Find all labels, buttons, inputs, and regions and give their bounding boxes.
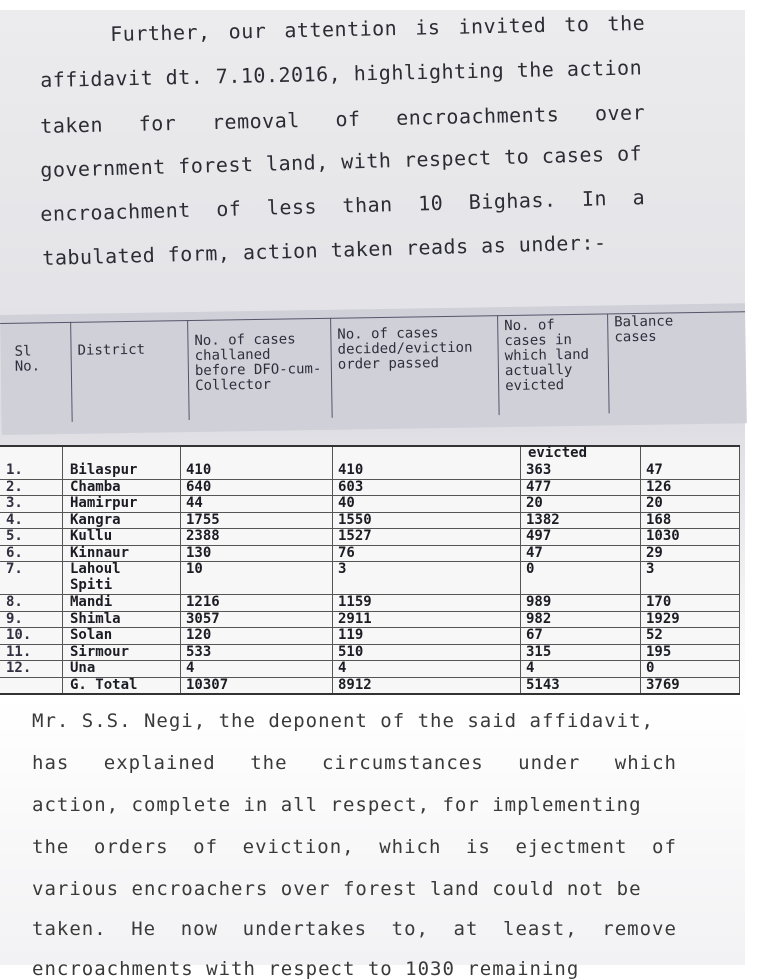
table-cell-evicted: 989: [526, 594, 552, 610]
bottom-paragraph-word: which: [614, 752, 677, 774]
header-sl: Sl No.: [14, 343, 41, 375]
table-cell-district: Sirmour: [70, 643, 130, 660]
table-row: [0, 479, 740, 497]
table-cell-balance: 20: [646, 495, 663, 511]
bottom-paragraph-word: the: [32, 836, 70, 858]
bottom-paragraph-word: explained: [103, 752, 216, 774]
total-cell-balance: 3769: [646, 676, 680, 693]
table-cell-decided: 119: [338, 627, 364, 643]
table-cell-challaned: 2388: [186, 528, 220, 544]
top-paragraph-line: [40, 141, 642, 182]
table-cell-balance: 47: [646, 462, 663, 478]
table-cell-sl: 9.: [6, 610, 23, 627]
table-cell-sl: 12.: [6, 660, 32, 676]
top-paragraph-word: over: [594, 100, 646, 126]
table-row: [0, 528, 740, 546]
top-paragraph-word: removal: [211, 108, 301, 135]
total-cell-decided: 8912: [338, 676, 372, 693]
top-paragraph-word: encroachment: [40, 197, 192, 226]
bottom-paragraph-word: taken.: [32, 918, 107, 940]
table-header: [0, 303, 747, 435]
bottom-paragraph-word: orders: [93, 836, 169, 858]
bottom-paragraph-line: [32, 752, 677, 774]
bottom-paragraph-word: action, complete in all respect, for implementing: [32, 794, 642, 816]
table-cell-balance: 52: [646, 627, 663, 643]
bottom-paragraph-line: [32, 710, 654, 732]
table-cell-decided: 603: [338, 478, 364, 495]
bottom-paragraph-word: circumstances: [321, 752, 484, 774]
table-cell-decided: 1550: [338, 511, 372, 528]
table-cell-sl: 10.: [6, 627, 32, 643]
bottom-paragraph-word: encroachments with respect to 1030 remaining: [32, 958, 580, 980]
table-row: [0, 462, 740, 480]
top-paragraph-word: encroachments: [395, 102, 560, 130]
bottom-paragraph-word: He: [131, 918, 157, 940]
top-paragraph-word: taken: [40, 112, 104, 138]
table-cell-district: Chamba: [70, 478, 121, 495]
table-cell-sl: 8.: [6, 594, 23, 610]
table-cell-sl: 5.: [6, 528, 23, 544]
top-paragraph-line: [40, 55, 642, 92]
table-cell-district: Kullu: [70, 528, 113, 544]
table-cell-balance: 1030: [646, 528, 680, 544]
top-paragraph-word: is: [415, 15, 441, 40]
table-cell-challaned: 130: [186, 544, 212, 561]
table-cell-balance: 0: [646, 660, 655, 676]
table-cell-sl: 3.: [6, 495, 23, 511]
table-cell-evicted: 47: [526, 544, 543, 561]
top-paragraph-word: Further,: [110, 19, 211, 46]
bottom-paragraph-word: at: [453, 918, 479, 940]
table-cell-balance: 195: [646, 643, 672, 660]
bottom-paragraph-word: of: [652, 836, 677, 858]
bottom-paragraph-line: [32, 878, 642, 900]
table-cell-balance: 3: [646, 561, 655, 577]
header-decided: No. of cases decided/eviction order passed: [330, 315, 499, 418]
bottom-paragraph-line: [32, 794, 642, 816]
table-row: [0, 545, 740, 563]
table-row: [0, 495, 740, 513]
table-row: [0, 594, 740, 612]
table-cell-decided: 3: [338, 561, 347, 577]
table-cell-evicted: 4: [526, 660, 535, 676]
evicted-header-continuation: evicted: [528, 445, 588, 461]
table-cell-balance: 168: [646, 511, 672, 528]
bottom-paragraph-word: is: [465, 836, 491, 858]
bottom-paragraph-word: remove: [602, 918, 677, 940]
table-cell-decided: 4: [338, 660, 347, 676]
table-cell-evicted: 67: [526, 627, 543, 643]
table-row: [0, 644, 740, 662]
top-paragraph-word: of: [335, 106, 361, 132]
table-cell-challaned: 533: [186, 643, 212, 660]
table-cell-district: Una: [70, 660, 96, 676]
table-cell-challaned: 120: [186, 627, 212, 643]
table-total-row: [0, 677, 740, 696]
table-cell-balance: 170: [646, 594, 672, 610]
total-cell-challaned: 10307: [186, 676, 229, 693]
table-cell-district: Mandi: [70, 594, 113, 610]
bottom-paragraph-line: [32, 918, 677, 940]
table-cell-balance: 29: [646, 544, 663, 561]
table-cell-evicted: 0: [526, 561, 535, 577]
top-paragraph-word: than: [342, 192, 393, 218]
bottom-paragraph-word: the: [250, 752, 288, 774]
table-row: [0, 660, 740, 678]
top-paragraph-word: a: [632, 185, 646, 210]
table-cell-decided: 76: [338, 544, 355, 561]
table-cell-decided: 1527: [338, 528, 372, 544]
bottom-paragraph-word: least,: [503, 918, 578, 940]
table-row: [0, 512, 740, 530]
table-cell-challaned: 4: [186, 660, 195, 676]
table-cell-decided: 40: [338, 495, 355, 511]
table-cell-decided: 510: [338, 643, 364, 660]
table-cell-balance: 126: [646, 478, 672, 495]
top-paragraph-word: Bighas.: [468, 187, 557, 215]
total-cell-label: G. Total: [70, 676, 138, 693]
top-paragraph-word: the: [607, 10, 646, 36]
total-cell-evicted: 5143: [526, 676, 560, 693]
bottom-paragraph-word: Mr. S.S. Negi, the deponent of the said affidavit,: [32, 710, 654, 732]
top-paragraph-word: invited: [458, 12, 547, 39]
top-paragraph-line: [110, 11, 645, 46]
table-cell-evicted: 982: [526, 610, 552, 627]
bottom-paragraph-line: [32, 836, 677, 858]
top-paragraph-word: of: [215, 196, 242, 222]
table-cell-sl: 4.: [6, 511, 23, 528]
header-evicted: No. of cases in which land actually evicted: [497, 313, 609, 415]
table-cell-district: Bilaspur: [70, 462, 138, 478]
header-challaned: No. of cases challaned before DFO-cum-Collector: [187, 318, 332, 420]
table-cell-challaned: 3057: [186, 610, 220, 627]
bottom-paragraph-word: of: [193, 836, 219, 858]
table-cell-challaned: 640: [186, 478, 212, 495]
header-balance: Balance cases: [607, 312, 729, 414]
table-cell-evicted: 315: [526, 643, 552, 660]
data-table: [0, 445, 740, 695]
table-cell-evicted: 477: [526, 478, 552, 495]
top-paragraph-word: 10: [417, 190, 444, 216]
table-cell-evicted: 497: [526, 528, 552, 544]
top-paragraph-line: [42, 230, 607, 270]
table-cell-challaned: 410: [186, 462, 212, 478]
top-paragraph: [0, 10, 745, 330]
table-cell-challaned: 10: [186, 561, 203, 577]
bottom-paragraph-word: which: [379, 836, 442, 858]
document-page: [0, 10, 745, 980]
table-cell-challaned: 1755: [186, 511, 220, 528]
table-cell-evicted: 1382: [526, 511, 560, 528]
table-cell-balance: 1929: [646, 610, 680, 627]
table-cell-district: Kinnaur: [70, 544, 130, 561]
table-cell-district: Shimla: [70, 610, 121, 627]
top-paragraph-word: for: [138, 110, 177, 136]
bottom-paragraph-word: now: [180, 918, 219, 940]
bottom-paragraph-word: eviction,: [242, 836, 355, 858]
bottom-paragraph-word: undertakes: [242, 918, 368, 940]
top-paragraph-word: In: [581, 186, 608, 211]
table-cell-district: Kangra: [70, 511, 121, 528]
top-paragraph-word: tabulated form, action taken reads as under:-: [42, 230, 607, 270]
bottom-paragraph-word: under: [518, 752, 581, 774]
table-cell-decided: 410: [338, 462, 364, 478]
bottom-paragraph-word: to,: [391, 918, 429, 940]
top-paragraph-word: our: [228, 18, 267, 44]
top-paragraph-word: to: [564, 11, 590, 37]
table-cell-sl: 1.: [6, 462, 23, 478]
top-paragraph-word: less: [266, 194, 318, 220]
table-cell-evicted: 20: [526, 495, 543, 511]
header-district: District: [70, 320, 189, 422]
top-paragraph-line: [40, 185, 645, 226]
bottom-paragraph-word: various encroachers over forest land could not be: [32, 878, 642, 900]
table-cell-district: Hamirpur: [70, 495, 138, 511]
table-cell-decided: 2911: [338, 610, 372, 627]
table-cell-evicted: 363: [526, 462, 552, 478]
top-paragraph-word: affidavit dt. 7.10.2016, highlighting the action: [40, 55, 643, 92]
top-paragraph-word: attention: [284, 15, 398, 43]
table-cell-challaned: 1216: [186, 594, 220, 610]
top-paragraph-line: [40, 100, 645, 138]
table-row: [0, 611, 740, 629]
table-cell-sl: 2.: [6, 478, 23, 495]
table-cell-sl: 11.: [6, 643, 32, 660]
table-cell-district: Solan: [70, 627, 113, 643]
table-cell-decided: 1159: [338, 594, 372, 610]
table-cell-sl: 6.: [6, 544, 23, 561]
bottom-paragraph: [0, 700, 745, 980]
table-cell-challaned: 44: [186, 495, 203, 511]
top-paragraph-word: government forest land, with respect to cases of: [40, 141, 643, 182]
bottom-paragraph-line: [32, 958, 579, 980]
table-row: [0, 561, 740, 595]
bottom-paragraph-word: has: [32, 752, 70, 774]
table-cell-district: Lahoul Spiti: [70, 561, 121, 593]
table-cell-sl: 7.: [6, 561, 23, 577]
table-row: [0, 627, 740, 645]
bottom-paragraph-word: ejectment: [515, 836, 628, 858]
